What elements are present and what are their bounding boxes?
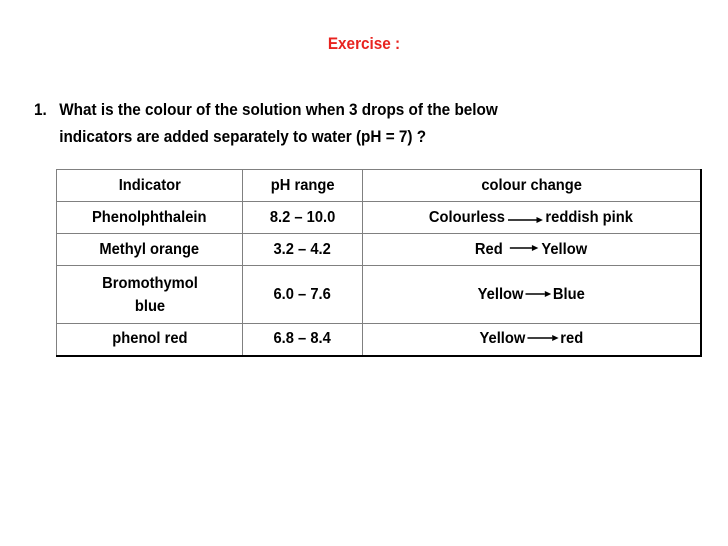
table-header-row	[57, 170, 701, 202]
indicator-name: phenol red	[57, 324, 243, 356]
question-text	[34, 96, 498, 150]
header-colour-change: colour change	[363, 170, 701, 202]
indicator-name: Methyl orange	[57, 234, 243, 266]
colour-change	[363, 266, 701, 324]
table-row	[57, 266, 701, 324]
colour-to: reddish pink	[545, 208, 634, 226]
question-number: 1.	[34, 100, 47, 119]
colour-change	[363, 202, 701, 234]
colour-from: Colourless	[429, 208, 506, 226]
colour-from: Yellow	[479, 330, 526, 348]
colour-change	[363, 234, 701, 266]
indicator-name: Bromothymol blue	[57, 266, 243, 324]
right-arrow-icon	[505, 243, 540, 257]
table-row	[57, 324, 701, 356]
colour-change	[363, 324, 701, 356]
indicator-table	[56, 169, 702, 357]
ph-range: 6.0 – 7.6	[243, 266, 363, 324]
colour-from: Yellow	[477, 285, 524, 303]
header-ph-range: pH range	[243, 170, 363, 202]
colour-to: red	[560, 330, 584, 348]
indicator-name: Phenolphthalein	[57, 202, 243, 234]
exercise-title: Exercise :	[327, 34, 401, 53]
table-row	[57, 202, 701, 234]
colour-to: Yellow	[541, 240, 588, 258]
right-arrow-icon	[527, 332, 558, 346]
ph-range: 6.8 – 8.4	[243, 324, 363, 356]
table-row	[57, 234, 701, 266]
ph-range: 8.2 – 10.0	[243, 202, 363, 234]
right-arrow-icon	[525, 288, 551, 302]
header-indicator: Indicator	[57, 170, 243, 202]
question-line-2: indicators are added separately to water (pH = 7) ?	[59, 127, 427, 146]
colour-to: Blue	[552, 285, 585, 303]
ph-range: 3.2 – 4.2	[243, 234, 363, 266]
question-line-1: What is the colour of the solution when 3 drops of the below	[59, 100, 498, 119]
right-arrow-icon	[507, 213, 544, 223]
colour-from: Red	[475, 240, 503, 258]
